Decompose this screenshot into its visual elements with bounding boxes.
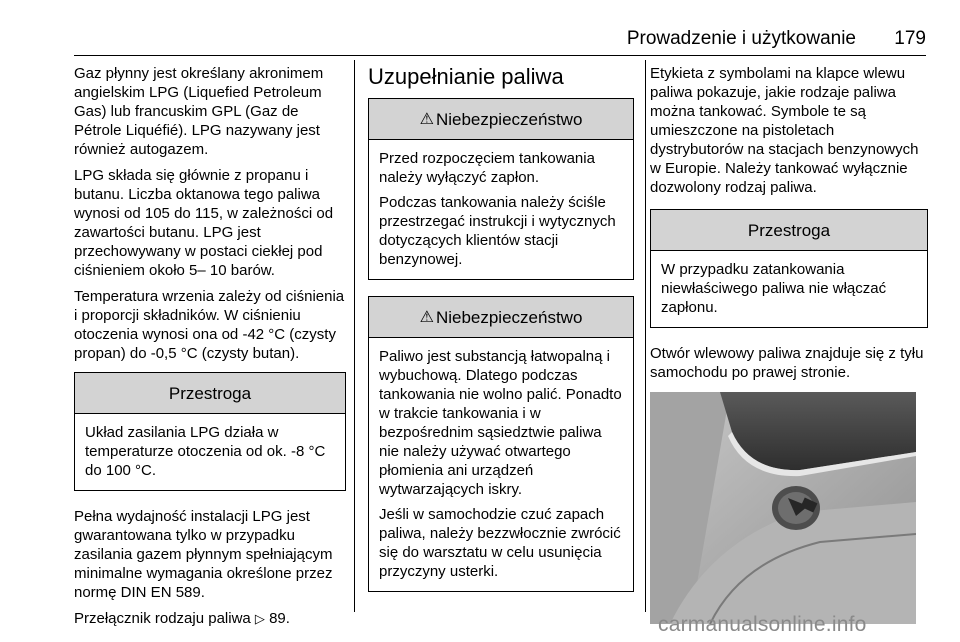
- column-left: [74, 64, 346, 635]
- danger-title-text: Niebezpieczeństwo: [435, 307, 583, 327]
- paragraph: Temperatura wrzenia zależy od ciśnienia i proporcji składników. W ciśnieniu otoczenia wynosi ona od -42 °C (czysty propan) do -0,5 °C (czysty butan).: [74, 288, 345, 362]
- paragraph: Gaz płynny jest określany akronimem angielskim LPG (Liquefied Petroleum Gas) lub francuskim GPL (Gaz de Pétrole Liquéfié). LPG nazywany jest również autogazem.: [74, 65, 324, 158]
- column-divider: [645, 60, 646, 612]
- danger-box-text: Paliwo jest substancją łatwopalną i wybuchową. Dlatego podczas tankowania nie wolno palić. Ponadto w trakcie tankowania i w bezpośrednim sąsiedztwie paliwa nie należy używać otwartego płomienia ani urządzeń wytwarzających iskry.: [379, 348, 622, 498]
- danger-box: [368, 296, 634, 592]
- reference-page-link[interactable]: 89.: [269, 610, 290, 627]
- danger-box-title: [369, 297, 633, 338]
- warning-triangle-icon: ⚠: [419, 110, 434, 128]
- caution-box-title: Przestroga: [651, 210, 927, 251]
- danger-box-text: Przed rozpoczęciem tankowania należy wyłączyć zapłon.: [379, 150, 595, 186]
- danger-title-text: Niebezpieczeństwo: [435, 109, 583, 129]
- reference-text: Przełącznik rodzaju paliwa: [74, 610, 251, 627]
- caution-box-title: Przestroga: [75, 373, 345, 414]
- reference-arrow-icon[interactable]: ▷: [254, 611, 265, 626]
- watermark-text: carmanualsonline.info: [658, 613, 867, 636]
- section-heading: Uzupełnianie paliwa: [368, 64, 564, 89]
- danger-box-text: Jeśli w samochodzie czuć zapach paliwa, należy bezzwłocznie zwrócić się do warsztatu w celu usunięcia przyczyny usterki.: [379, 506, 621, 580]
- caution-box: [74, 372, 346, 491]
- paragraph: Pełna wydajność instalacji LPG jest gwarantowana tylko w przypadku zasilania gazem płynnym spełniającym minimalne wymagania określone przez normę DIN EN 589.: [74, 508, 333, 601]
- page-number: 179: [894, 28, 926, 49]
- fuel-filler-flap-photo: [650, 392, 916, 624]
- paragraph: Etykieta z symbolami na klapce wlewu paliwa pokazuje, jakie rodzaje paliwa można tankować. Symbole te są umieszczone na pistoletach dystrybutorów na stacjach benzynowych w Europie. Należy tankować wyłącznie dozwolony rodzaj paliwa.: [650, 65, 919, 196]
- column-right: [650, 64, 928, 624]
- page-header: [60, 26, 926, 56]
- column-divider: [354, 60, 355, 612]
- caution-box: [650, 209, 928, 328]
- column-middle: [368, 64, 634, 608]
- danger-box-text: Podczas tankowania należy ściśle przestrzegać instrukcji i wytycznych dotyczących klientów stacji benzynowej.: [379, 194, 616, 268]
- paragraph: LPG składa się głównie z propanu i butanu. Liczba oktanowa tego paliwa wynosi od 105 do 115, w zależności od zawartości butanu. LPG jest przechowywany w postaci ciekłej pod ciśnieniem około 5– 10 barów.: [74, 167, 334, 279]
- header-rule: [74, 55, 926, 56]
- page-title: Prowadzenie i użytkowanie: [626, 28, 856, 49]
- paragraph: Otwór wlewowy paliwa znajduje się z tyłu samochodu po prawej stronie.: [650, 345, 924, 381]
- danger-box-title: [369, 99, 633, 140]
- caution-box-text: W przypadku zatankowania niewłaściwego paliwa nie włączać zapłonu.: [661, 261, 887, 316]
- warning-triangle-icon: ⚠: [419, 308, 434, 326]
- danger-box: [368, 98, 634, 280]
- paragraph-reference: [74, 609, 346, 628]
- caution-box-text: Układ zasilania LPG działa w temperaturze otoczenia od ok. -8 °C do 100 °C.: [85, 424, 326, 479]
